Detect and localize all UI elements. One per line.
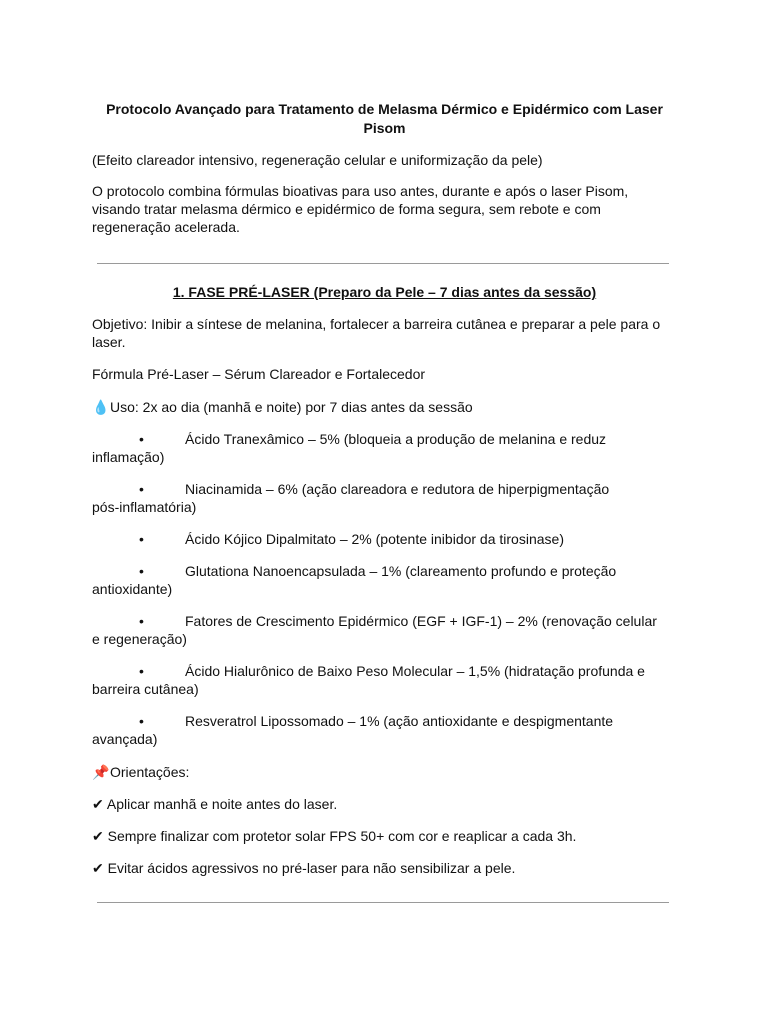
ingredient-continuation: e regeneração) [92,631,187,647]
list-item [92,662,677,698]
bullet-symbol: • [139,531,144,547]
guideline-text: Sempre finalizar com protetor solar FPS 50+ com cor e reaplicar a cada 3h. [107,828,577,844]
list-item [92,612,677,648]
ingredient-continuation: antioxidante) [92,581,173,597]
guideline-text: Aplicar manhã e noite antes do laser. [106,796,338,812]
ingredient-continuation: barreira cutânea) [92,681,199,697]
intro-paragraph: O protocolo combina fórmulas bioativas para uso antes, durante e após o laser Pisom, visando tratar melasma dérmico e epidérmico de forma segura, sem rebote e com regeneração acelerada. [92,183,629,235]
horizontal-rule [97,902,669,903]
list-item [92,712,677,748]
usage-text: Uso: 2x ao dia (manhã e noite) por 7 dias antes da sessão [110,399,473,415]
ingredient-text: Ácido Kójico Dipalmitato – 2% (potente inibidor da tirosinase) [185,531,564,547]
list-item [92,530,677,548]
ingredient-text: Glutationa Nanoencapsulada – 1% (clareamento profundo e proteção [185,563,617,579]
ingredient-text: Ácido Hialurônico de Baixo Peso Molecular – 1,5% (hidratação profunda e [185,663,645,679]
usage-line [92,398,677,416]
ingredient-continuation: pós-inflamatória) [92,499,197,515]
ingredient-text: Fatores de Crescimento Epidérmico (EGF + IGF-1) – 2% (renovação celular [185,613,657,629]
ingredient-text: Ácido Tranexâmico – 5% (bloqueia a produção de melanina e reduz [185,431,607,447]
guideline-item [92,859,677,877]
objective-paragraph: Objetivo: Inibir a síntese de melanina, fortalecer a barreira cutânea e preparar a pele para o laser. [92,316,661,350]
ingredient-continuation: avançada) [92,731,158,747]
guideline-item [92,795,677,813]
document-title: Protocolo Avançado para Tratamento de Melasma Dérmico e Epidérmico com Laser Pisom [106,101,663,136]
checkmark-icon: ✔ [92,796,104,812]
list-item [92,480,677,516]
pushpin-icon: 📌 [92,764,110,780]
list-item [92,562,677,598]
guidelines-heading [92,763,677,781]
section-heading: 1. FASE PRÉ-LASER (Preparo da Pele – 7 dias antes da sessão) [172,284,597,300]
bullet-symbol: • [139,481,144,497]
guideline-text: Evitar ácidos agressivos no pré-laser para não sensibilizar a pele. [107,860,516,876]
ingredient-continuation: inflamação) [92,449,165,465]
bullet-symbol: • [139,563,144,579]
guideline-item [92,827,677,845]
bullet-symbol: • [139,431,144,447]
bullet-symbol: • [139,613,144,629]
document-subtitle: (Efeito clareador intensivo, regeneração celular e uniformização da pele) [92,152,543,168]
ingredient-text: Niacinamida – 6% (ação clareadora e redutora de hiperpigmentação [185,481,610,497]
ingredient-text: Resveratrol Lipossomado – 1% (ação antioxidante e despigmentante [185,713,614,729]
checkmark-icon: ✔ [92,828,104,844]
bullet-symbol: • [139,713,144,729]
guidelines-label: Orientações: [110,764,190,780]
horizontal-rule [97,263,669,264]
checkmark-icon: ✔ [92,860,104,876]
droplet-icon: 💧 [92,399,110,415]
formula-name: Fórmula Pré-Laser – Sérum Clareador e Fortalecedor [92,366,426,382]
bullet-symbol: • [139,663,144,679]
list-item [92,430,677,466]
